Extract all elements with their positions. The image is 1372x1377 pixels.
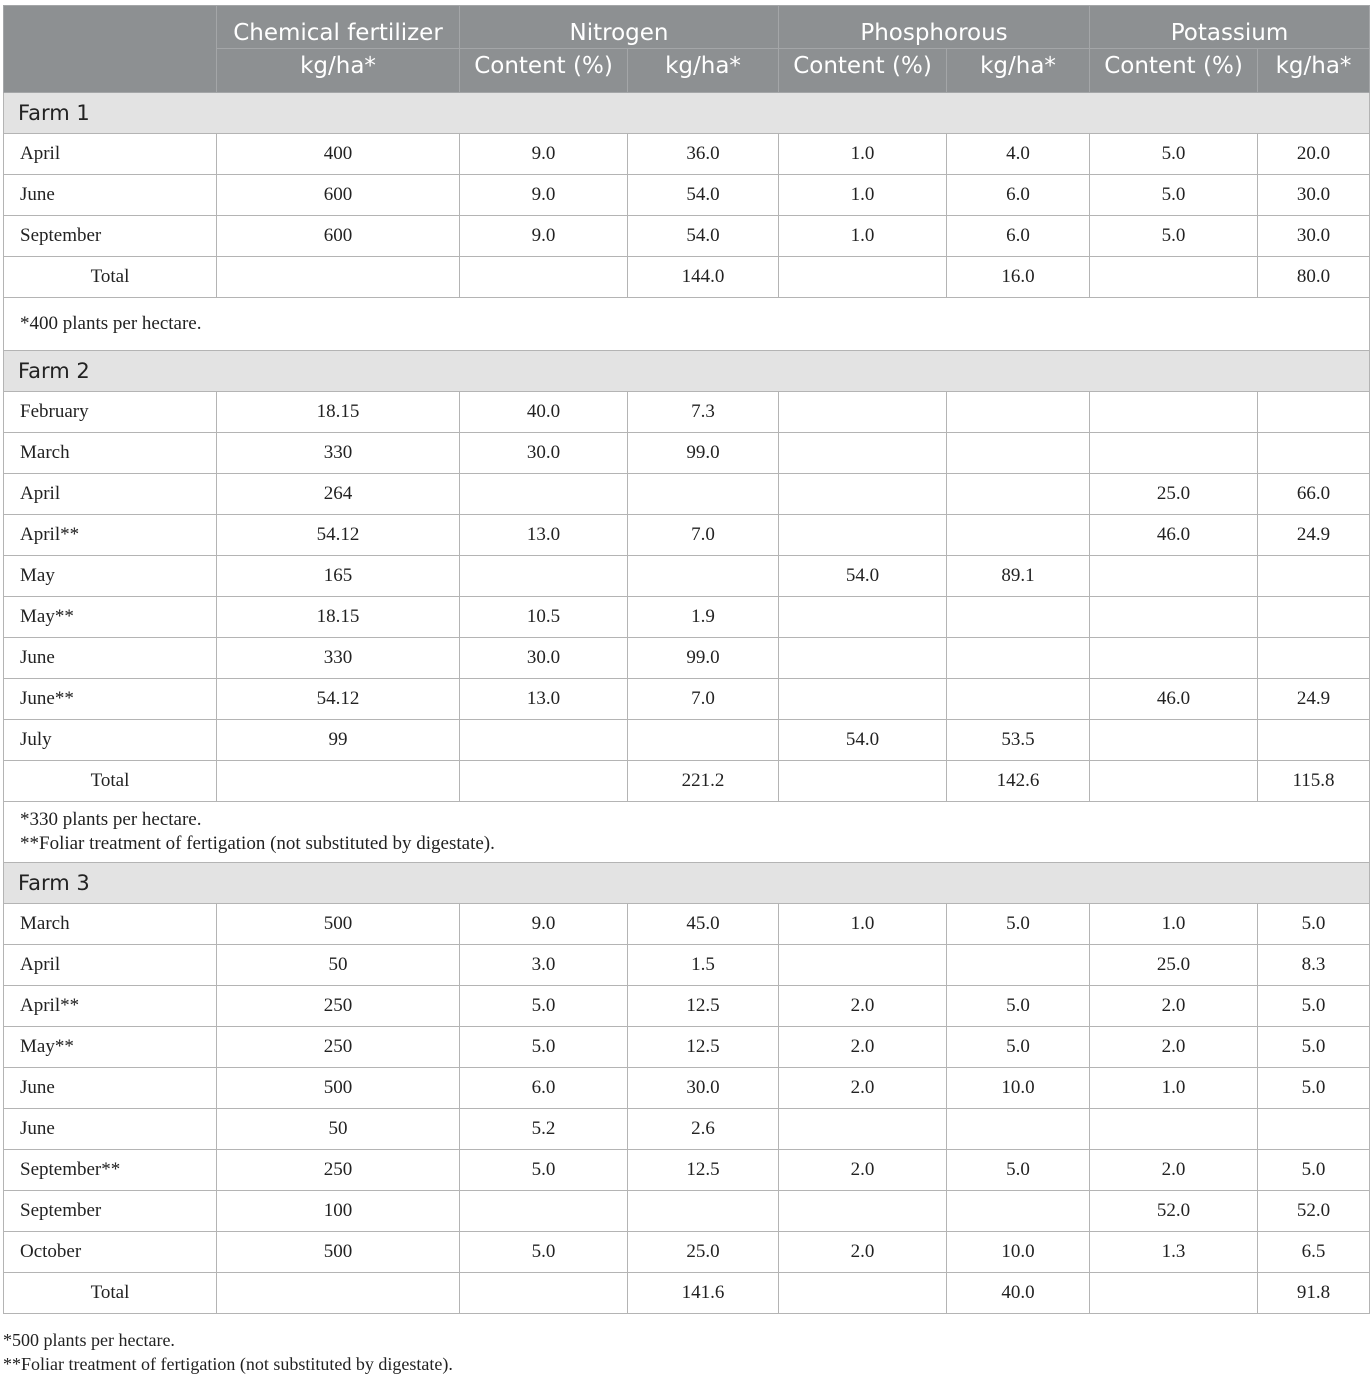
header-chem-unit: kg/ha* bbox=[217, 49, 460, 93]
farm-note: *400 plants per hectare. bbox=[20, 313, 202, 334]
value-cell: 500 bbox=[217, 1068, 460, 1109]
value-cell: 30.0 bbox=[460, 433, 628, 474]
value-cell bbox=[460, 720, 628, 761]
value-cell bbox=[947, 515, 1090, 556]
value-cell: 2.0 bbox=[1090, 1027, 1258, 1068]
value-cell: 13.0 bbox=[460, 679, 628, 720]
value-cell: 5.0 bbox=[947, 1027, 1090, 1068]
month-cell: April** bbox=[4, 515, 217, 556]
value-cell bbox=[779, 638, 947, 679]
value-cell: 5.0 bbox=[1258, 1150, 1370, 1191]
value-cell: 5.0 bbox=[460, 986, 628, 1027]
value-cell bbox=[628, 474, 779, 515]
value-cell: 2.0 bbox=[779, 1027, 947, 1068]
value-cell: 330 bbox=[217, 638, 460, 679]
value-cell: 18.15 bbox=[217, 392, 460, 433]
value-cell: 3.0 bbox=[460, 945, 628, 986]
total-phosphorous: 142.6 bbox=[947, 761, 1090, 802]
farm-name: Farm 2 bbox=[4, 351, 1370, 392]
value-cell: 5.0 bbox=[1258, 1027, 1370, 1068]
month-cell: April bbox=[4, 474, 217, 515]
value-cell: 46.0 bbox=[1090, 515, 1258, 556]
total-row bbox=[4, 1273, 1370, 1314]
value-cell: 6.0 bbox=[947, 216, 1090, 257]
header-chemical-fertilizer: Chemical fertilizer bbox=[217, 6, 460, 49]
month-cell: April** bbox=[4, 986, 217, 1027]
value-cell: 2.0 bbox=[779, 1232, 947, 1273]
empty-cell bbox=[1090, 1273, 1258, 1314]
value-cell: 8.3 bbox=[1258, 945, 1370, 986]
table-row bbox=[4, 515, 1370, 556]
value-cell bbox=[779, 433, 947, 474]
value-cell: 99 bbox=[217, 720, 460, 761]
total-potassium: 80.0 bbox=[1258, 257, 1370, 298]
value-cell: 5.0 bbox=[460, 1232, 628, 1273]
table-row bbox=[4, 904, 1370, 945]
table-footnotes bbox=[3, 1328, 453, 1376]
total-nitrogen: 144.0 bbox=[628, 257, 779, 298]
value-cell: 1.0 bbox=[779, 175, 947, 216]
table-row bbox=[4, 433, 1370, 474]
value-cell: 1.0 bbox=[779, 134, 947, 175]
table-row bbox=[4, 638, 1370, 679]
value-cell: 30.0 bbox=[628, 1068, 779, 1109]
footnote-plants: *500 plants per hectare. bbox=[3, 1330, 175, 1350]
value-cell bbox=[460, 474, 628, 515]
value-cell: 330 bbox=[217, 433, 460, 474]
total-label: Total bbox=[4, 257, 217, 298]
total-potassium: 115.8 bbox=[1258, 761, 1370, 802]
value-cell bbox=[1258, 392, 1370, 433]
farm-notes bbox=[4, 298, 1370, 351]
value-cell: 54.0 bbox=[628, 216, 779, 257]
value-cell: 100 bbox=[217, 1191, 460, 1232]
value-cell: 1.5 bbox=[628, 945, 779, 986]
table-row bbox=[4, 597, 1370, 638]
value-cell: 25.0 bbox=[1090, 474, 1258, 515]
value-cell bbox=[1258, 433, 1370, 474]
empty-cell bbox=[460, 1273, 628, 1314]
value-cell: 30.0 bbox=[1258, 216, 1370, 257]
value-cell: 400 bbox=[217, 134, 460, 175]
value-cell: 25.0 bbox=[1090, 945, 1258, 986]
value-cell: 5.0 bbox=[1090, 216, 1258, 257]
table-row bbox=[4, 986, 1370, 1027]
value-cell: 600 bbox=[217, 175, 460, 216]
value-cell: 9.0 bbox=[460, 175, 628, 216]
value-cell: 40.0 bbox=[460, 392, 628, 433]
farm-note: **Foliar treatment of fertigation (not substituted by digestate). bbox=[20, 833, 495, 854]
table-row bbox=[4, 474, 1370, 515]
header-potassium: Potassium bbox=[1090, 6, 1370, 49]
value-cell: 13.0 bbox=[460, 515, 628, 556]
value-cell: 1.9 bbox=[628, 597, 779, 638]
header-nitrogen: Nitrogen bbox=[460, 6, 779, 49]
value-cell bbox=[947, 679, 1090, 720]
month-cell: June bbox=[4, 1068, 217, 1109]
value-cell bbox=[1258, 597, 1370, 638]
value-cell: 99.0 bbox=[628, 638, 779, 679]
value-cell bbox=[1090, 392, 1258, 433]
table-row bbox=[4, 1232, 1370, 1273]
value-cell bbox=[1090, 597, 1258, 638]
value-cell bbox=[947, 433, 1090, 474]
value-cell: 50 bbox=[217, 1109, 460, 1150]
value-cell bbox=[779, 679, 947, 720]
value-cell: 264 bbox=[217, 474, 460, 515]
empty-cell bbox=[460, 761, 628, 802]
value-cell: 1.0 bbox=[779, 216, 947, 257]
month-cell: October bbox=[4, 1232, 217, 1273]
value-cell: 5.0 bbox=[947, 986, 1090, 1027]
value-cell: 5.0 bbox=[460, 1150, 628, 1191]
empty-cell bbox=[217, 1273, 460, 1314]
table-row bbox=[4, 1150, 1370, 1191]
value-cell: 30.0 bbox=[1258, 175, 1370, 216]
value-cell: 54.12 bbox=[217, 679, 460, 720]
total-potassium: 91.8 bbox=[1258, 1273, 1370, 1314]
farm-notes-row bbox=[4, 298, 1370, 351]
total-phosphorous: 40.0 bbox=[947, 1273, 1090, 1314]
empty-cell bbox=[460, 257, 628, 298]
table-row bbox=[4, 392, 1370, 433]
value-cell: 50 bbox=[217, 945, 460, 986]
value-cell: 5.2 bbox=[460, 1109, 628, 1150]
value-cell bbox=[1090, 1109, 1258, 1150]
value-cell bbox=[779, 474, 947, 515]
value-cell bbox=[779, 597, 947, 638]
farm-section-header bbox=[4, 351, 1370, 392]
value-cell: 5.0 bbox=[947, 1150, 1090, 1191]
value-cell bbox=[947, 1191, 1090, 1232]
header-n-kgha: kg/ha* bbox=[628, 49, 779, 93]
farm-notes bbox=[4, 802, 1370, 863]
value-cell: 89.1 bbox=[947, 556, 1090, 597]
value-cell: 10.0 bbox=[947, 1232, 1090, 1273]
header-k-content: Content (%) bbox=[1090, 49, 1258, 93]
empty-cell bbox=[217, 761, 460, 802]
value-cell: 12.5 bbox=[628, 986, 779, 1027]
value-cell: 24.9 bbox=[1258, 679, 1370, 720]
value-cell: 7.0 bbox=[628, 679, 779, 720]
value-cell bbox=[947, 392, 1090, 433]
value-cell: 5.0 bbox=[1090, 134, 1258, 175]
month-cell: March bbox=[4, 904, 217, 945]
value-cell: 6.0 bbox=[460, 1068, 628, 1109]
farm-note: *330 plants per hectare. bbox=[20, 809, 202, 830]
total-row bbox=[4, 761, 1370, 802]
month-cell: June** bbox=[4, 679, 217, 720]
month-cell: March bbox=[4, 433, 217, 474]
table-row bbox=[4, 134, 1370, 175]
value-cell: 46.0 bbox=[1090, 679, 1258, 720]
table-header bbox=[4, 6, 1370, 93]
value-cell: 5.0 bbox=[1258, 986, 1370, 1027]
table-body bbox=[4, 93, 1370, 1314]
value-cell: 7.0 bbox=[628, 515, 779, 556]
value-cell: 99.0 bbox=[628, 433, 779, 474]
month-cell: June bbox=[4, 175, 217, 216]
table-row bbox=[4, 945, 1370, 986]
month-cell: September bbox=[4, 1191, 217, 1232]
value-cell bbox=[1090, 638, 1258, 679]
total-nitrogen: 221.2 bbox=[628, 761, 779, 802]
month-cell: September** bbox=[4, 1150, 217, 1191]
value-cell: 500 bbox=[217, 904, 460, 945]
month-cell: February bbox=[4, 392, 217, 433]
value-cell bbox=[1090, 720, 1258, 761]
header-k-kgha: kg/ha* bbox=[1258, 49, 1370, 93]
value-cell bbox=[779, 515, 947, 556]
value-cell bbox=[779, 1109, 947, 1150]
value-cell: 1.0 bbox=[1090, 1068, 1258, 1109]
value-cell bbox=[1090, 433, 1258, 474]
value-cell bbox=[779, 945, 947, 986]
value-cell: 5.0 bbox=[460, 1027, 628, 1068]
header-p-kgha: kg/ha* bbox=[947, 49, 1090, 93]
value-cell bbox=[947, 638, 1090, 679]
month-cell: May bbox=[4, 556, 217, 597]
value-cell: 6.5 bbox=[1258, 1232, 1370, 1273]
value-cell: 2.0 bbox=[779, 1068, 947, 1109]
value-cell bbox=[947, 597, 1090, 638]
value-cell: 165 bbox=[217, 556, 460, 597]
header-phosphorous: Phosphorous bbox=[779, 6, 1090, 49]
value-cell: 9.0 bbox=[460, 904, 628, 945]
value-cell: 66.0 bbox=[1258, 474, 1370, 515]
farm-name: Farm 1 bbox=[4, 93, 1370, 134]
header-corner bbox=[4, 6, 217, 93]
header-n-content: Content (%) bbox=[460, 49, 628, 93]
table-row bbox=[4, 175, 1370, 216]
value-cell: 250 bbox=[217, 1027, 460, 1068]
empty-cell bbox=[779, 1273, 947, 1314]
value-cell bbox=[947, 945, 1090, 986]
value-cell: 5.0 bbox=[1258, 904, 1370, 945]
value-cell: 6.0 bbox=[947, 175, 1090, 216]
farm-notes-row bbox=[4, 802, 1370, 863]
table-row bbox=[4, 216, 1370, 257]
month-cell: May** bbox=[4, 597, 217, 638]
value-cell: 52.0 bbox=[1258, 1191, 1370, 1232]
table-row bbox=[4, 556, 1370, 597]
month-cell: September bbox=[4, 216, 217, 257]
value-cell bbox=[628, 556, 779, 597]
value-cell: 500 bbox=[217, 1232, 460, 1273]
month-cell: July bbox=[4, 720, 217, 761]
value-cell: 4.0 bbox=[947, 134, 1090, 175]
month-cell: June bbox=[4, 1109, 217, 1150]
value-cell bbox=[779, 1191, 947, 1232]
value-cell bbox=[1258, 1109, 1370, 1150]
value-cell: 54.0 bbox=[779, 720, 947, 761]
value-cell: 10.5 bbox=[460, 597, 628, 638]
empty-cell bbox=[779, 761, 947, 802]
value-cell bbox=[947, 1109, 1090, 1150]
empty-cell bbox=[217, 257, 460, 298]
value-cell: 52.0 bbox=[1090, 1191, 1258, 1232]
value-cell: 250 bbox=[217, 1150, 460, 1191]
value-cell: 25.0 bbox=[628, 1232, 779, 1273]
table-row bbox=[4, 1068, 1370, 1109]
value-cell: 12.5 bbox=[628, 1150, 779, 1191]
value-cell bbox=[460, 556, 628, 597]
value-cell bbox=[1090, 556, 1258, 597]
table-row bbox=[4, 720, 1370, 761]
value-cell: 5.0 bbox=[1090, 175, 1258, 216]
value-cell bbox=[779, 392, 947, 433]
table-row bbox=[4, 1027, 1370, 1068]
month-cell: April bbox=[4, 945, 217, 986]
value-cell bbox=[947, 474, 1090, 515]
value-cell: 54.0 bbox=[779, 556, 947, 597]
value-cell: 24.9 bbox=[1258, 515, 1370, 556]
value-cell: 54.0 bbox=[628, 175, 779, 216]
value-cell: 2.0 bbox=[1090, 1150, 1258, 1191]
value-cell bbox=[1258, 720, 1370, 761]
value-cell: 1.0 bbox=[1090, 904, 1258, 945]
month-cell: April bbox=[4, 134, 217, 175]
value-cell: 2.0 bbox=[779, 986, 947, 1027]
table-row bbox=[4, 679, 1370, 720]
value-cell: 2.0 bbox=[779, 1150, 947, 1191]
value-cell: 30.0 bbox=[460, 638, 628, 679]
total-label: Total bbox=[4, 761, 217, 802]
value-cell: 250 bbox=[217, 986, 460, 1027]
value-cell: 10.0 bbox=[947, 1068, 1090, 1109]
month-cell: May** bbox=[4, 1027, 217, 1068]
month-cell: June bbox=[4, 638, 217, 679]
value-cell: 36.0 bbox=[628, 134, 779, 175]
empty-cell bbox=[1090, 257, 1258, 298]
total-label: Total bbox=[4, 1273, 217, 1314]
value-cell bbox=[1258, 556, 1370, 597]
footnote-foliar: **Foliar treatment of fertigation (not substituted by digestate). bbox=[3, 1354, 453, 1374]
value-cell: 1.3 bbox=[1090, 1232, 1258, 1273]
value-cell: 12.5 bbox=[628, 1027, 779, 1068]
value-cell: 5.0 bbox=[1258, 1068, 1370, 1109]
value-cell: 2.6 bbox=[628, 1109, 779, 1150]
table-row bbox=[4, 1109, 1370, 1150]
total-row bbox=[4, 257, 1370, 298]
empty-cell bbox=[779, 257, 947, 298]
header-p-content: Content (%) bbox=[779, 49, 947, 93]
farm-name: Farm 3 bbox=[4, 863, 1370, 904]
value-cell: 7.3 bbox=[628, 392, 779, 433]
value-cell bbox=[628, 720, 779, 761]
value-cell: 53.5 bbox=[947, 720, 1090, 761]
total-phosphorous: 16.0 bbox=[947, 257, 1090, 298]
value-cell bbox=[1258, 638, 1370, 679]
value-cell bbox=[628, 1191, 779, 1232]
farm-section-header bbox=[4, 93, 1370, 134]
total-nitrogen: 141.6 bbox=[628, 1273, 779, 1314]
value-cell: 9.0 bbox=[460, 134, 628, 175]
fertilizer-table bbox=[3, 5, 1370, 1314]
farm-section-header bbox=[4, 863, 1370, 904]
value-cell: 600 bbox=[217, 216, 460, 257]
value-cell: 1.0 bbox=[779, 904, 947, 945]
empty-cell bbox=[1090, 761, 1258, 802]
value-cell bbox=[460, 1191, 628, 1232]
value-cell: 54.12 bbox=[217, 515, 460, 556]
value-cell: 2.0 bbox=[1090, 986, 1258, 1027]
value-cell: 45.0 bbox=[628, 904, 779, 945]
table-row bbox=[4, 1191, 1370, 1232]
value-cell: 20.0 bbox=[1258, 134, 1370, 175]
value-cell: 9.0 bbox=[460, 216, 628, 257]
value-cell: 5.0 bbox=[947, 904, 1090, 945]
value-cell: 18.15 bbox=[217, 597, 460, 638]
